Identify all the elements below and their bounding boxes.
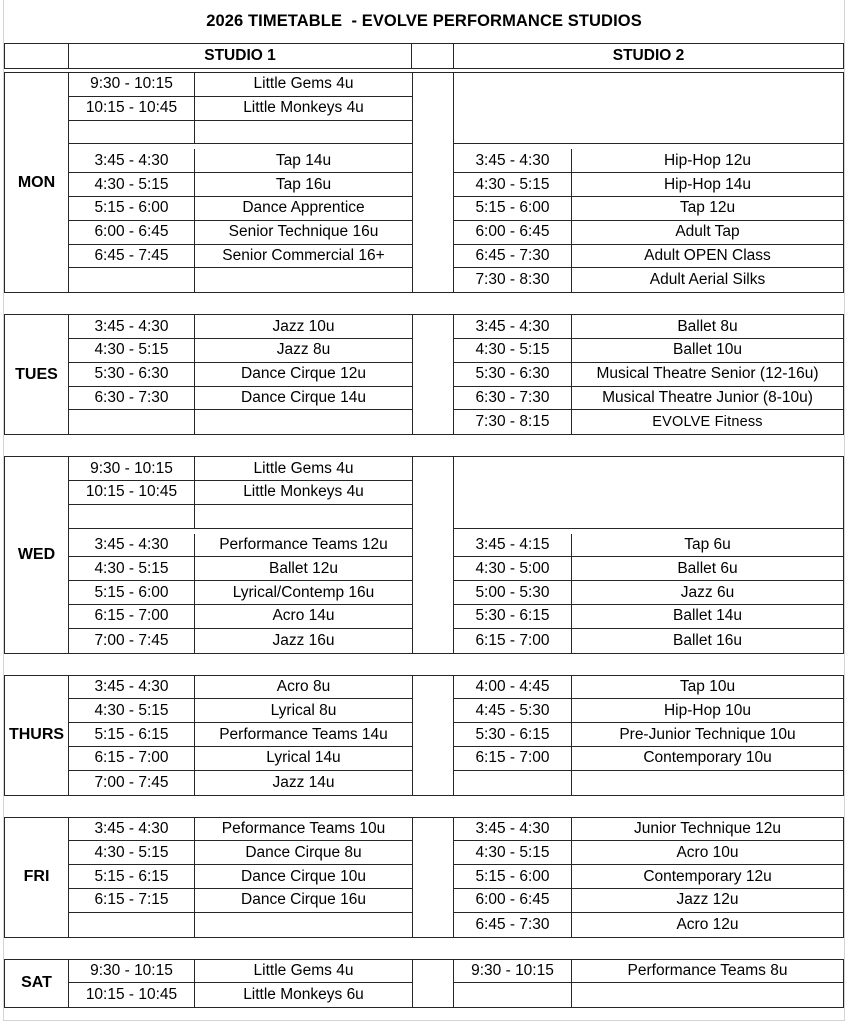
- class-row: [69, 818, 412, 842]
- class-row: [69, 983, 412, 1007]
- class-row: [454, 245, 843, 269]
- class-name-cell: Ballet 6u: [677, 559, 738, 577]
- class-name-cell: Jazz 16u: [272, 631, 335, 649]
- time-cell: 6:15 - 7:00: [454, 629, 572, 653]
- class-row: [69, 339, 412, 363]
- class-row: [454, 581, 843, 605]
- time-cell: 5:30 - 6:15: [454, 723, 572, 746]
- time-cell: 5:00 - 5:30: [454, 581, 572, 604]
- class-row: [454, 363, 843, 387]
- gap-column: [412, 457, 454, 652]
- day-blocks-container: [4, 72, 844, 1008]
- blank-row: [69, 913, 412, 937]
- class-name-cell: Senior Technique 16u: [228, 223, 379, 241]
- class-row: [454, 723, 843, 747]
- class-name-cell: Ballet 12u: [269, 559, 338, 577]
- class-section: [69, 73, 412, 144]
- studio-2-column: [454, 676, 843, 795]
- studio-1-column: [69, 960, 412, 1008]
- class-row: [454, 699, 843, 723]
- timetable-sheet: [3, 0, 845, 1021]
- class-row: [454, 534, 843, 558]
- time-cell: 4:30 - 5:15: [454, 841, 572, 864]
- gap-column: [412, 960, 454, 1008]
- time-cell: 5:15 - 6:00: [454, 197, 572, 220]
- class-name-cell: Musical Theatre Junior (8-10u): [602, 388, 813, 406]
- class-row: [69, 221, 412, 245]
- class-row: [69, 723, 412, 747]
- class-name-cell: Jazz 8u: [276, 341, 331, 359]
- studio-1-column: [69, 676, 412, 795]
- class-name-cell: Tap 6u: [684, 535, 731, 553]
- class-name-cell: [572, 771, 843, 795]
- time-cell: 10:15 - 10:45: [69, 481, 195, 504]
- day-block: [4, 817, 844, 938]
- time-cell: 4:30 - 5:15: [69, 841, 195, 864]
- class-row: [454, 605, 843, 629]
- class-name-cell: [572, 983, 843, 1007]
- time-cell: 4:30 - 5:15: [454, 173, 572, 196]
- time-cell: [454, 983, 572, 1007]
- class-section: [454, 534, 843, 653]
- class-row: [69, 534, 412, 558]
- class-name-cell: Jazz 14u: [272, 773, 335, 791]
- class-name-cell: Performance Teams 12u: [219, 535, 388, 553]
- class-section: [454, 315, 843, 434]
- time-cell: 9:30 - 10:15: [454, 960, 572, 983]
- class-name-cell: Ballet 10u: [673, 341, 742, 359]
- time-cell: 4:00 - 4:45: [454, 676, 572, 699]
- class-name-cell: Dance Cirque 10u: [241, 867, 366, 885]
- class-name-cell: Jazz 6u: [680, 583, 735, 601]
- class-name-cell: Jazz 12u: [676, 891, 739, 909]
- class-name-cell: Senior Commercial 16+: [222, 246, 385, 264]
- time-cell: 6:30 - 7:30: [69, 387, 195, 410]
- time-cell: 5:30 - 6:15: [454, 605, 572, 628]
- time-cell: 5:15 - 6:00: [69, 581, 195, 604]
- blank-row: [69, 268, 412, 292]
- class-name-cell: Little Gems 4u: [253, 75, 354, 93]
- class-name-cell: [195, 121, 412, 144]
- time-cell: 10:15 - 10:45: [69, 983, 195, 1007]
- class-name-cell: Ballet 16u: [673, 631, 742, 649]
- class-name-cell: Dance Cirque 12u: [241, 365, 366, 383]
- class-row: [69, 363, 412, 387]
- time-cell: 4:45 - 5:30: [454, 699, 572, 722]
- class-name-cell: Dance Cirque 8u: [245, 843, 362, 861]
- class-name-cell: [195, 913, 412, 937]
- class-name-cell: Little Monkeys 6u: [243, 986, 364, 1004]
- day-block: [4, 72, 844, 293]
- class-row: [69, 315, 412, 339]
- class-name-cell: Hip-Hop 10u: [663, 701, 752, 719]
- blank-row: [69, 505, 412, 529]
- class-row: [69, 629, 412, 653]
- studio-header-row: [4, 43, 844, 69]
- class-row: [69, 581, 412, 605]
- class-name-cell: Lyrical/Contemp 16u: [232, 583, 375, 601]
- header-studio-1: STUDIO 1: [69, 44, 412, 68]
- class-name-cell: Little Gems 4u: [253, 961, 354, 979]
- class-row: [69, 865, 412, 889]
- class-row: [69, 699, 412, 723]
- gap-column: [412, 315, 454, 434]
- class-row: [69, 245, 412, 269]
- class-row: [69, 197, 412, 221]
- class-name-cell: Little Monkeys 4u: [243, 483, 364, 501]
- class-row: [454, 149, 843, 173]
- class-name-cell: Performance Teams 8u: [627, 961, 788, 979]
- class-section: [454, 818, 843, 937]
- class-name-cell: Pre-Junior Technique 10u: [619, 725, 796, 743]
- class-section: [69, 960, 412, 1008]
- gap-column: [412, 818, 454, 937]
- class-row: [454, 889, 843, 913]
- class-name-cell: Little Monkeys 4u: [243, 99, 364, 117]
- class-name-cell: [195, 505, 412, 528]
- class-row: [69, 73, 412, 97]
- class-row: [454, 221, 843, 245]
- class-name-cell: Junior Technique 12u: [633, 819, 782, 837]
- time-cell: [454, 771, 572, 795]
- time-cell: 5:15 - 6:15: [69, 723, 195, 746]
- class-row: [69, 771, 412, 795]
- class-name-cell: Tap 16u: [275, 175, 332, 193]
- time-cell: 6:45 - 7:45: [69, 245, 195, 268]
- time-cell: [69, 913, 195, 937]
- class-row: [454, 676, 843, 700]
- time-cell: 4:30 - 5:15: [454, 339, 572, 362]
- class-name-cell: Adult Tap: [675, 223, 740, 241]
- class-row: [69, 457, 412, 481]
- time-cell: 3:45 - 4:30: [454, 818, 572, 841]
- class-section: [69, 818, 412, 937]
- day-label: FRI: [5, 818, 69, 937]
- time-cell: 3:45 - 4:30: [69, 534, 195, 557]
- class-row: [69, 605, 412, 629]
- class-section: [454, 676, 843, 795]
- time-cell: 4:30 - 5:15: [69, 339, 195, 362]
- class-row: [454, 841, 843, 865]
- blank-row: [454, 771, 843, 795]
- time-cell: 4:30 - 5:15: [69, 173, 195, 196]
- class-section: [454, 960, 843, 1008]
- studio-1-column: [69, 457, 412, 652]
- class-name-cell: Ballet 14u: [673, 607, 742, 625]
- class-name-cell: Ballet 8u: [677, 317, 738, 335]
- class-row: [69, 676, 412, 700]
- time-cell: 5:15 - 6:00: [69, 197, 195, 220]
- class-name-cell: Tap 12u: [679, 199, 736, 217]
- time-cell: 5:30 - 6:30: [454, 363, 572, 386]
- class-row: [454, 173, 843, 197]
- class-name-cell: Tap 14u: [275, 151, 332, 169]
- class-row: [454, 315, 843, 339]
- class-name-cell: Dance Cirque 14u: [241, 388, 366, 406]
- class-name-cell: Acro 12u: [676, 915, 739, 933]
- time-cell: [69, 268, 195, 292]
- time-cell: 6:15 - 7:00: [69, 747, 195, 770]
- day-label: TUES: [5, 315, 69, 434]
- class-section: [69, 457, 412, 528]
- header-gap-column: [412, 44, 454, 68]
- time-cell: 5:15 - 6:00: [454, 865, 572, 888]
- time-cell: 6:00 - 6:45: [454, 889, 572, 912]
- class-row: [454, 960, 843, 984]
- time-cell: 5:30 - 6:30: [69, 363, 195, 386]
- time-cell: 6:45 - 7:30: [454, 913, 572, 937]
- time-cell: 3:45 - 4:30: [69, 676, 195, 699]
- header-studio-2: STUDIO 2: [612, 47, 685, 64]
- time-cell: 3:45 - 4:15: [454, 534, 572, 557]
- time-cell: 6:45 - 7:30: [454, 245, 572, 268]
- class-section: [69, 315, 412, 434]
- class-name-cell: Hip-Hop 14u: [663, 175, 752, 193]
- studio-2-column: [454, 315, 843, 434]
- time-cell: 10:15 - 10:45: [69, 97, 195, 120]
- class-name-cell: Musical Theatre Senior (12-16u): [596, 365, 819, 383]
- class-name-cell: Adult Aerial Silks: [649, 271, 766, 289]
- class-section: [69, 149, 412, 292]
- class-row: [69, 97, 412, 121]
- empty-cell: [454, 457, 843, 528]
- class-row: [69, 173, 412, 197]
- class-row: [69, 557, 412, 581]
- time-cell: 3:45 - 4:30: [69, 315, 195, 338]
- time-cell: 7:30 - 8:30: [454, 268, 572, 292]
- time-cell: 7:30 - 8:15: [454, 410, 572, 434]
- time-cell: 9:30 - 10:15: [69, 960, 195, 983]
- time-cell: [69, 121, 195, 144]
- time-cell: [69, 410, 195, 434]
- studio-1-column: [69, 315, 412, 434]
- day-label: MON: [5, 73, 69, 292]
- class-name-cell: Lyrical 14u: [266, 749, 341, 767]
- class-row: [454, 197, 843, 221]
- class-row: [454, 747, 843, 771]
- class-row: [69, 387, 412, 411]
- class-name-cell: Contemporary 12u: [643, 867, 772, 885]
- class-row: [69, 149, 412, 173]
- day-block: [4, 456, 844, 653]
- class-row: [454, 865, 843, 889]
- day-label: WED: [5, 457, 69, 652]
- class-section: [69, 676, 412, 795]
- time-cell: 9:30 - 10:15: [69, 73, 195, 96]
- day-block: [4, 675, 844, 796]
- class-row: [454, 339, 843, 363]
- time-cell: 7:00 - 7:45: [69, 771, 195, 795]
- time-cell: 3:45 - 4:30: [454, 149, 572, 172]
- class-name-cell: Tap 10u: [679, 677, 736, 695]
- class-name-cell: Adult OPEN Class: [644, 246, 771, 264]
- studio-2-column: [454, 960, 843, 1008]
- time-cell: 6:15 - 7:00: [69, 605, 195, 628]
- gap-column: [412, 676, 454, 795]
- time-cell: 3:45 - 4:30: [69, 818, 195, 841]
- day-label: THURS: [5, 676, 69, 795]
- empty-cell: [454, 73, 843, 144]
- class-name-cell: Peformance Teams 10u: [221, 819, 386, 837]
- class-row: [454, 818, 843, 842]
- page-title: 2026 TIMETABLE - EVOLVE PERFORMANCE STUDIOS: [206, 12, 642, 30]
- time-cell: [69, 505, 195, 528]
- day-block: [4, 959, 844, 1009]
- time-cell: 6:30 - 7:30: [454, 387, 572, 410]
- day-block: [4, 314, 844, 435]
- time-cell: 4:30 - 5:15: [69, 557, 195, 580]
- studio-1-column: [69, 818, 412, 937]
- class-section: [69, 534, 412, 653]
- class-name-cell: Contemporary 10u: [643, 749, 772, 767]
- time-cell: 7:00 - 7:45: [69, 629, 195, 653]
- class-section: [454, 149, 843, 292]
- class-name-cell: Hip-Hop 12u: [663, 151, 752, 169]
- class-name-cell: Performance Teams 14u: [219, 725, 388, 743]
- class-row: [69, 841, 412, 865]
- class-name-cell: [195, 268, 412, 292]
- blank-row: [69, 121, 412, 145]
- class-row: [454, 387, 843, 411]
- class-row: [69, 889, 412, 913]
- class-row: [69, 960, 412, 984]
- time-cell: 9:30 - 10:15: [69, 457, 195, 480]
- class-row: [69, 747, 412, 771]
- time-cell: 6:15 - 7:15: [69, 889, 195, 912]
- time-cell: 6:15 - 7:00: [454, 747, 572, 770]
- header-day-spacer: [5, 44, 69, 68]
- class-row: [454, 557, 843, 581]
- class-name-cell: Acro 10u: [676, 843, 739, 861]
- class-row: [454, 268, 843, 292]
- blank-row: [69, 410, 412, 434]
- class-name-cell: [195, 410, 412, 434]
- time-cell: 4:30 - 5:00: [454, 557, 572, 580]
- studio-1-column: [69, 73, 412, 292]
- class-row: [454, 913, 843, 937]
- class-name-cell: Acro 14u: [272, 607, 335, 625]
- class-name-cell: Little Gems 4u: [253, 459, 354, 477]
- class-row: [454, 410, 843, 434]
- time-cell: 6:00 - 6:45: [69, 221, 195, 244]
- day-label: SAT: [5, 960, 69, 1008]
- gap-column: [412, 73, 454, 292]
- class-name-cell: Dance Apprentice: [242, 199, 365, 217]
- class-name-cell: Lyrical 8u: [270, 701, 337, 719]
- studio-2-column: [454, 818, 843, 937]
- time-cell: 5:15 - 6:15: [69, 865, 195, 888]
- studio-2-column: [454, 457, 843, 652]
- blank-row: [454, 983, 843, 1007]
- time-cell: 3:45 - 4:30: [69, 149, 195, 172]
- class-name-cell: EVOLVE Fitness: [652, 414, 763, 431]
- time-cell: 3:45 - 4:30: [454, 315, 572, 338]
- time-cell: 6:00 - 6:45: [454, 221, 572, 244]
- class-row: [69, 481, 412, 505]
- class-name-cell: Acro 8u: [276, 677, 331, 695]
- studio-2-column: [454, 73, 843, 292]
- class-row: [454, 629, 843, 653]
- class-name-cell: Jazz 10u: [272, 317, 335, 335]
- class-name-cell: Dance Cirque 16u: [241, 891, 366, 909]
- time-cell: 4:30 - 5:15: [69, 699, 195, 722]
